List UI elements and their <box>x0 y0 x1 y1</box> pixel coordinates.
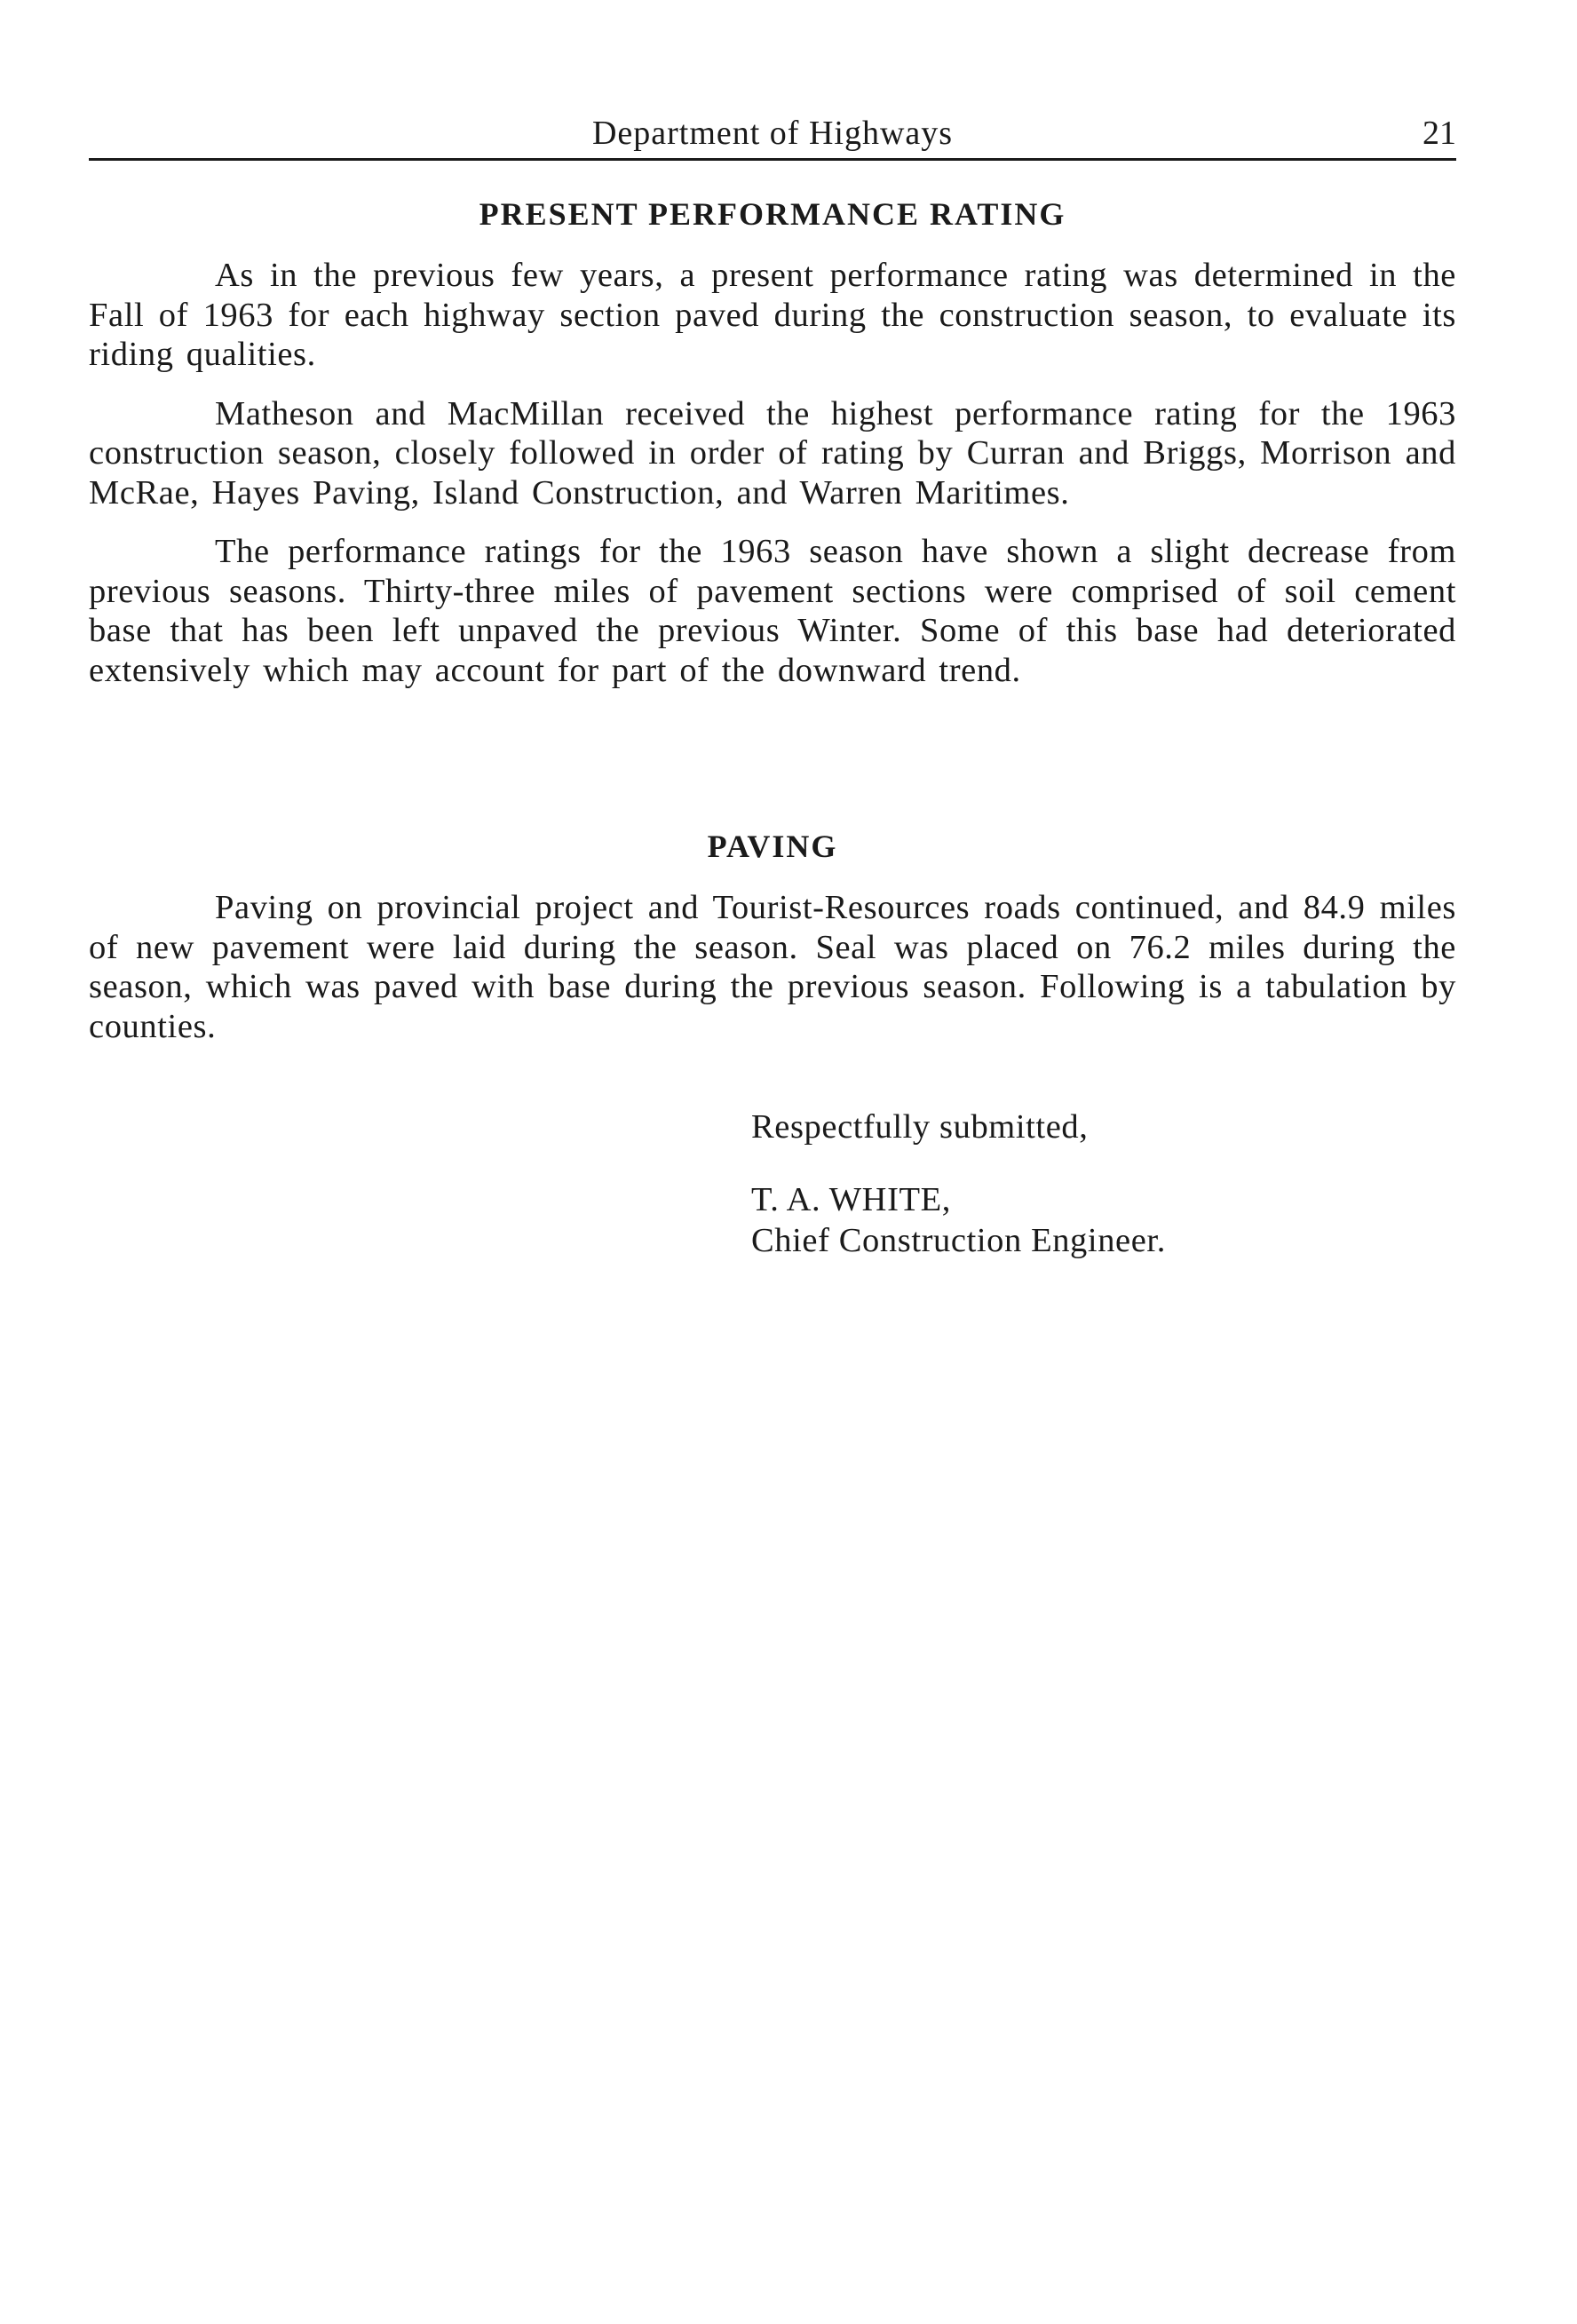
document-page <box>89 0 1456 2324</box>
header-rule <box>89 158 1456 161</box>
paragraph: The performance ratings for the 1963 season have shown a slight decrease from previous seasons. Thirty-three miles of pavement sections were comprised of soil cement base that has been left unpaved the previous Winter. Some of this base had deteriorated extensively which may account for part of the downward trend. <box>89 533 1456 689</box>
section-present-performance-rating <box>89 192 1456 710</box>
paragraph: As in the previous few years, a present performance rating was determined in the Fall of 1963 for each highway section paved during the construction season, to evaluate its riding qualities. <box>89 257 1456 373</box>
section-heading: PAVING <box>707 829 838 864</box>
signature-closing: Respectfully submitted, <box>751 1108 1089 1146</box>
signature-title: Chief Construction Engineer. <box>751 1222 1166 1259</box>
running-header <box>89 110 1456 156</box>
running-title: Department of Highways <box>591 115 954 152</box>
paragraph: Paving on provincial project and Tourist-Resources roads continued, and 84.9 miles of new pavement were laid during the season. Seal was placed on 76.2 miles during the season, which was paved with base during the previous season. Following is a tabulation by counties. <box>89 889 1456 1045</box>
signature-name: T. A. WHITE, <box>751 1181 951 1218</box>
signature-block <box>751 1106 1166 1261</box>
page-number: 21 <box>1422 115 1456 152</box>
paragraph: Matheson and MacMillan received the highest performance rating for the 1963 construction season, closely followed in order of rating by Curran and Briggs, Morrison and McRae, Hayes Paving, Island Construction, and Warren Maritimes. <box>89 394 1456 512</box>
section-paving <box>89 824 1456 1066</box>
section-heading: PRESENT PERFORMANCE RATING <box>479 196 1066 232</box>
